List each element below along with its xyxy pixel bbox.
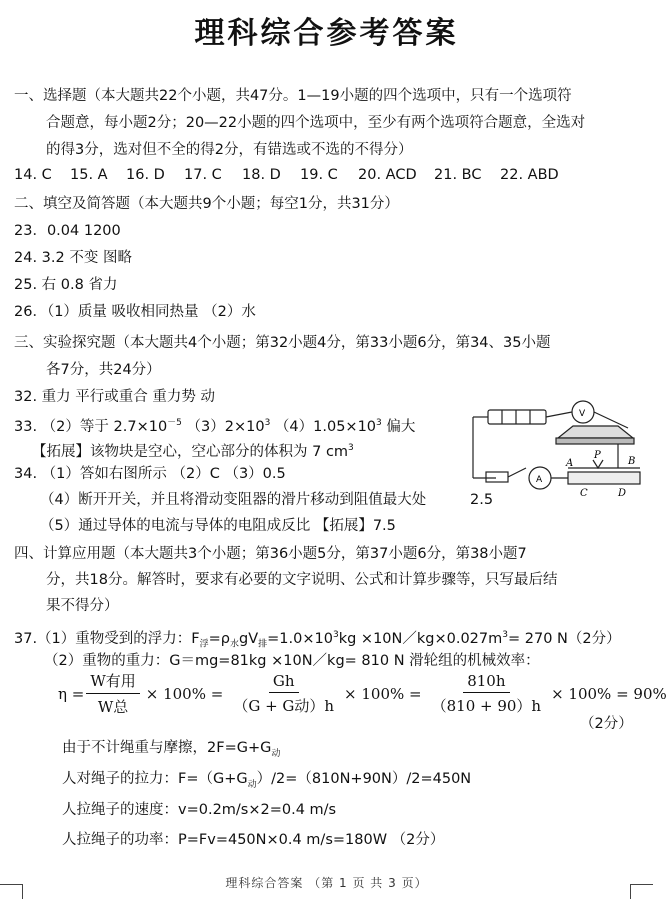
- terminal-c-label: C: [580, 488, 588, 499]
- operator: × 100% =: [145, 684, 224, 703]
- circuit-diagram: [468, 398, 648, 508]
- section1-line2: 合题意，每小题2分；20—22小题的四个选项中，至少有两个选项符合题意，全选对: [46, 115, 586, 131]
- exponent: 3: [376, 418, 382, 428]
- answer-20: 20. ACD: [358, 167, 417, 183]
- terminal-b-label: B: [628, 456, 636, 467]
- answer-19: 19. C: [300, 167, 338, 183]
- switch-icon: [486, 472, 508, 482]
- answer-21: 21. BC: [434, 167, 482, 183]
- fraction-denominator: （G + G动）h: [233, 696, 335, 715]
- exponent: 3: [348, 443, 354, 453]
- answer-25: 25. 右 0.8 省力: [14, 277, 118, 293]
- answer-34-line1: 34. （1）答如右图所示 （2）C （3）0.5: [14, 466, 286, 482]
- answer-32: 32. 重力 平行或重合 重力势 动: [14, 389, 215, 405]
- formula-result: = 270 N（2分）: [507, 630, 621, 647]
- subscript: 浮: [199, 639, 209, 650]
- answer-14: 14. C: [14, 167, 52, 183]
- section4-heading: 四、计算应用题（本大题共3个小题；第36小题5分，第37小题6分，第38小题7: [14, 546, 527, 562]
- exponent: 3: [264, 418, 271, 428]
- section1-heading: 一、选择题（本大题共22个小题，共47分。1—19小题的四个选项中，只有一个选项符: [14, 88, 572, 104]
- reasoning-text: ）/2=（810N+90N）/2=450N: [256, 771, 472, 787]
- battery-icon: [488, 410, 546, 424]
- section3-line2: 各7分，共24分）: [46, 362, 161, 378]
- fraction-numerator: Gh: [269, 672, 299, 693]
- section1-line3: 的得3分，选对但不全的得2分，有错选或不选的不得分）: [46, 142, 413, 158]
- slider-p-label: P: [594, 450, 601, 461]
- operator: × 100% =: [344, 684, 422, 703]
- equation-score: （2分）: [580, 716, 633, 732]
- fraction-gh: [229, 672, 338, 716]
- formula-part: kg ×10N／kg×0.027m: [338, 630, 503, 647]
- answer-33: [14, 413, 415, 437]
- answer-33-part4-result: 偏大: [381, 418, 416, 435]
- exponent: 3: [502, 630, 508, 640]
- buoyancy-label: 37.（1）重物受到的浮力：F: [14, 630, 200, 647]
- subscript: 水: [230, 639, 240, 650]
- fraction-work: [86, 670, 139, 717]
- formula-part: =ρ: [208, 630, 230, 647]
- eta-symbol: η =: [58, 684, 85, 703]
- section4-line3: 果不得分）: [46, 598, 119, 614]
- answer-26: 26．（1）质量 吸收相同热量 （2）水: [14, 304, 256, 320]
- answer-22: 22. ABD: [500, 167, 559, 183]
- answer-16: 16. D: [126, 167, 165, 183]
- answer-37-part2: （2）重物的重力：G＝mg=81kg ×10N／kg= 810 N 滑轮组的机械效率：: [44, 653, 540, 669]
- answer-33-extension: [32, 438, 354, 462]
- fraction-denominator: （810 + 90）h: [431, 696, 542, 715]
- exponent: －5: [167, 418, 182, 428]
- answer-23: 23．0.04 1200: [14, 223, 121, 239]
- answer-34-step4: （4）断开开关，并且将滑动变阻器的滑片移动到阻值最大处: [40, 492, 427, 508]
- exponent: 3: [332, 630, 339, 640]
- fraction-denominator: W总: [97, 698, 129, 716]
- page-corner-mark: [0, 884, 23, 899]
- reasoning-line1: [62, 738, 280, 764]
- formula-part: =1.0×10: [267, 630, 333, 647]
- subscript: 动: [247, 779, 257, 790]
- fraction-numerator: W有用: [86, 670, 139, 694]
- answer-34-line3: （5）通过导体的电流与导体的电阻成反比 【拓展】7.5: [40, 518, 396, 534]
- reasoning-line3: 人拉绳子的速度：v=0.2m/s×2=0.4 m/s: [62, 802, 337, 818]
- terminal-a-label: A: [566, 458, 574, 469]
- reasoning-text: 由于不计绳重与摩擦，2F=G+G: [62, 740, 272, 756]
- page-title: 理科综合参考答案: [194, 16, 459, 51]
- extension-text: 【拓展】该物块是空心，空心部分的体积为 7 cm: [32, 443, 349, 460]
- section4-line2: 分，共18分。解答时，要求有必要的文字说明、公式和计算步骤等，只写最后结: [46, 572, 558, 588]
- terminal-d-label: D: [618, 488, 627, 499]
- voltmeter-label: V: [579, 409, 586, 419]
- answer-35-value: 2.5: [470, 492, 494, 508]
- page-corner-mark: [630, 884, 653, 899]
- answer-34-line2: [40, 490, 426, 510]
- section3-heading: 三、实验探究题（本大题共4个小题；第32小题4分，第33小题6分，第34、35小题: [14, 335, 551, 351]
- answer-33-part3: （3）2×10: [181, 418, 265, 435]
- reasoning-line4: 人拉绳子的功率：P=Fv=450N×0.4 m/s=180W （2分）: [62, 832, 445, 848]
- section2-heading: 二、填空及简答题（本大题共9个小题；每空1分，共31分）: [14, 196, 399, 212]
- answer-17: 17. C: [184, 167, 222, 183]
- subscript: 动: [271, 748, 281, 759]
- fraction-values: [428, 672, 545, 716]
- answer-33-part4: （4）1.05×10: [270, 418, 377, 435]
- ammeter-label: A: [536, 475, 543, 485]
- efficiency-equation: [58, 670, 671, 717]
- answer-15: 15. A: [70, 167, 108, 183]
- formula-part: gV: [239, 630, 259, 647]
- subscript: 排: [258, 639, 268, 650]
- operator: × 100% = 90%: [551, 684, 667, 703]
- reasoning-line2: [62, 769, 471, 795]
- answer-24: 24. 3.2 不变 图略: [14, 250, 132, 266]
- answer-33-part2: 33. （2）等于 2.7×10: [14, 418, 168, 435]
- rheostat-icon: [568, 472, 640, 484]
- page-footer: 理科综合答案 （第 1 页 共 3 页）: [225, 876, 428, 890]
- answer-18: 18. D: [242, 167, 281, 183]
- reasoning-text: 人对绳子的拉力：F=（G+G: [62, 771, 248, 787]
- fraction-numerator: 810h: [463, 672, 509, 693]
- resistor-board-icon: [558, 426, 633, 438]
